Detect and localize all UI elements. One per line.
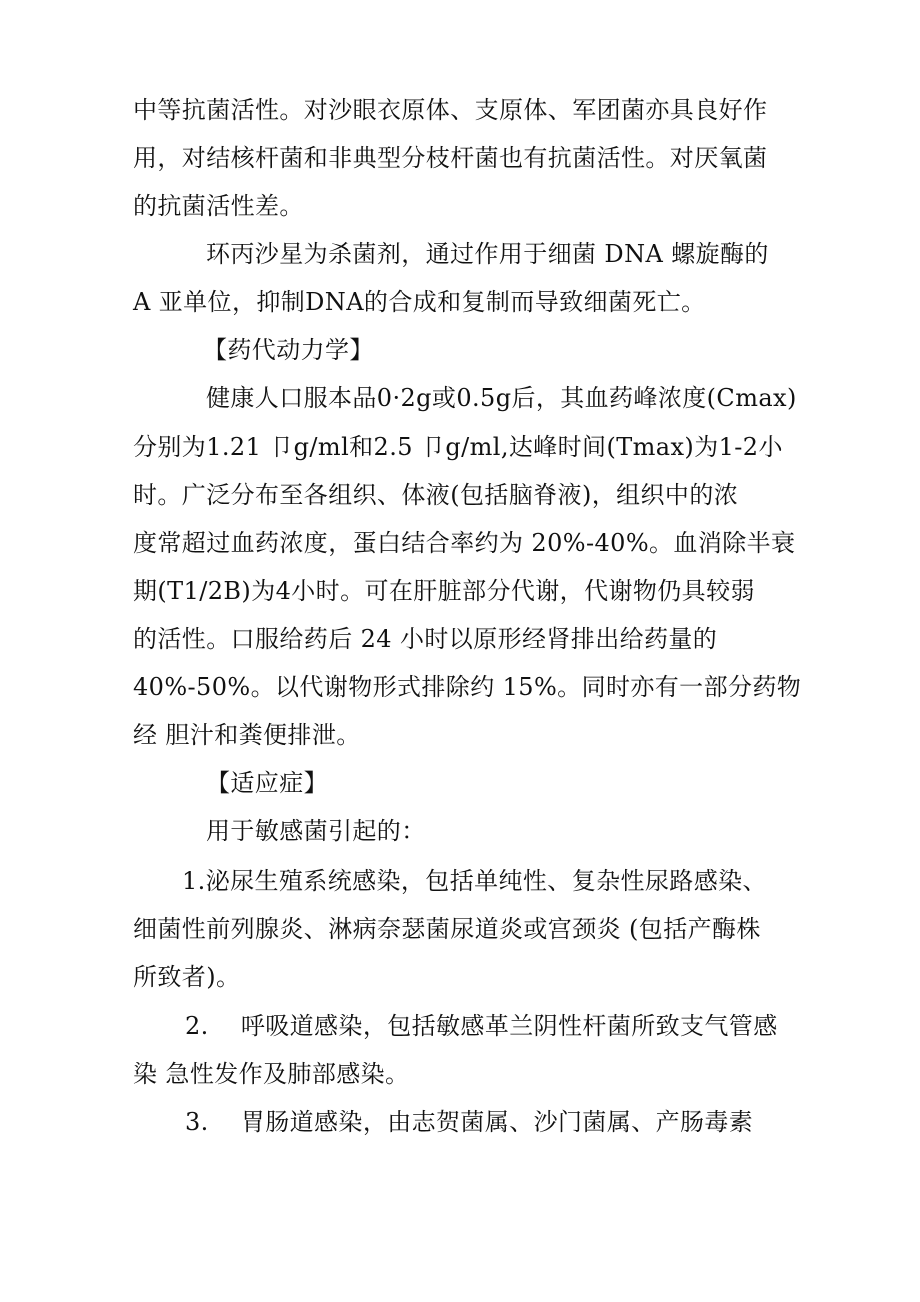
list-item: 1.泌尿生殖系统感染，包括单纯性、复杂性尿路感染、 [182,867,767,895]
text-line: 时。广泛分布至各组织、体液(包括脑脊液)，组织中的浓 [133,481,739,509]
text-line: 健康人口服本品0·2g或0.5g后，其血药峰浓度(Cmax) [206,384,797,412]
text-line: 40%-50%。以代谢物形式排除约 15%。同时亦有一部分药物 [133,673,802,701]
list-item: 3. 胃肠道感染，由志贺菌属、沙门菌属、产肠毒素 [185,1108,754,1136]
section-heading: 【药代动力学】 [203,336,374,364]
list-item: 2. 呼吸道感染，包括敏感革兰阴性杆菌所致支气管感 [185,1012,778,1040]
text-line: 染 急性发作及肺部感染。 [133,1060,410,1088]
text-line: 期(T1/2B)为4小时。可在肝脏部分代谢，代谢物仍具较弱 [133,577,755,605]
text-line: 经 胆汁和粪便排泄。 [133,721,361,749]
text-line: 度常超过血药浓度，蛋白结合率约为 20%-40%。血消除半衰 [133,529,796,557]
text-line: 环丙沙星为杀菌剂，通过作用于细菌 DNA 螺旋酶的 [206,240,769,268]
text-line: 中等抗菌活性。对沙眼衣原体、支原体、军团菌亦具良好作 [133,96,768,124]
text-line: 细菌性前列腺炎、淋病奈瑟菌尿道炎或宫颈炎 (包括产酶株 [133,915,761,943]
text-line: A 亚单位，抑制DNA的合成和复制而导致细菌死亡。 [133,288,706,316]
text-line: 用于敏感菌引起的： [206,817,426,845]
text-line: 的活性。口服给药后 24 小时以原形经肾排出给药量的 [133,625,718,653]
text-line: 所致者)。 [133,963,241,991]
text-line: 用，对结核杆菌和非典型分枝杆菌也有抗菌活性。对厌氧菌 [133,144,768,172]
text-line: 的抗菌活性差。 [133,192,304,220]
section-heading: 【适应症】 [206,769,328,797]
text-line: 分别为1.21 卩g/ml和2.5 卩g/ml,达峰时间(Tmax)为1-2小 [133,433,783,461]
